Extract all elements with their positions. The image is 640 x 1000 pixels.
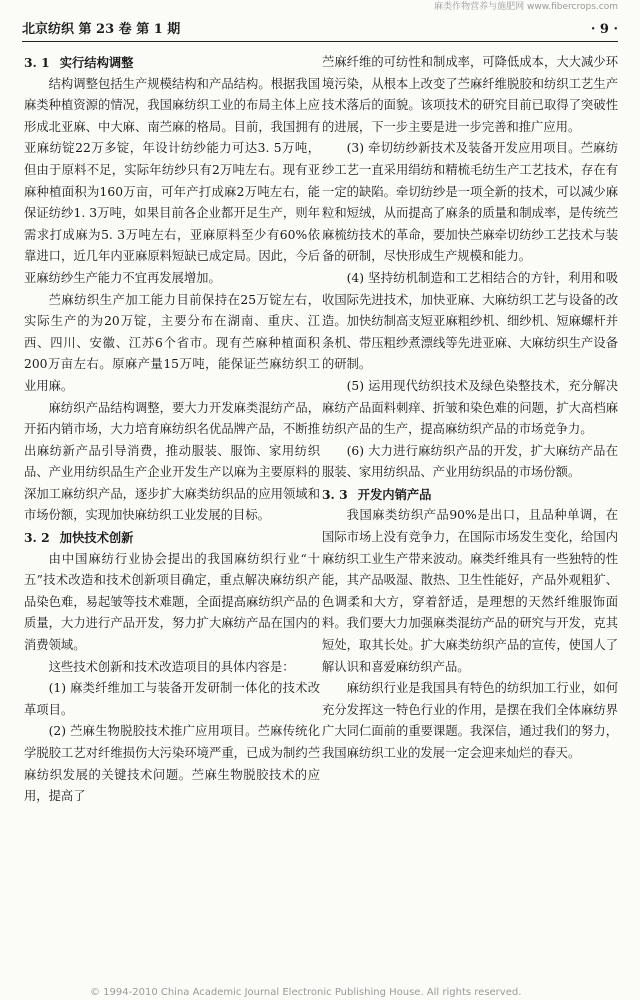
section-number: 3. 1 xyxy=(24,55,50,70)
right-column xyxy=(322,52,618,990)
paragraph: 由中国麻纺行业协会提出的我国麻纺织行业“十五”技术改造和技术创新项目确定，重点解决麻纺织产品染色难，易起皱等技术难题，全面提高麻纺织产品的质量，大力进行产品开发，努力扩大麻纺产品在国内的消费领域。 xyxy=(24,551,320,653)
paragraph: (4) 坚持纺机制造和工艺相结合的方针，利用和吸收国际先进技术，加快亚麻、大麻纺织工艺与设备的改造。加快纺制高支短亚麻粗纱机、细纱机、短麻螺杆并条机、带压粗纱煮漂线等先进亚麻、大麻纺织生产设备的研制。 xyxy=(322,270,618,372)
paragraph: 麻纺织产品结构调整，要大力开发麻类混纺产品，开拓内销市场，大力培育麻纺织名优品牌产品，不断推出麻纺新产品引导消费，推动服装、服饰、家用纺织品、产业用纺织品生产企业开发生产以麻为主要原料的深加工麻纺织产品，逐步扩大麻类纺织品的应用领域和市场份额，实现加快麻纺织工业发展的目标。 xyxy=(24,400,320,523)
paragraph: (3) 牵切纺纱新技术及装备开发应用项目。苎麻纺纱工艺一直采用绢纺和精梳毛纺生产工艺技术，存在有一定的缺陷。牵切纺纱是一项全新的技术，可以减少麻粒和短绒，从而提高了麻条的质量和制成率，是传统苎麻梳纺技术的革命，要加快苎麻牵切纺纱工艺技术与装备的研制，尽快形成生产规模和能力。 xyxy=(322,141,618,264)
section-title: 实行结构调整 xyxy=(59,55,134,70)
paragraph: (6) 大力进行麻纺织产品的开发，扩大麻纺产品在服装、家用纺织品、产业用纺织品的市场份额。 xyxy=(322,443,618,480)
section-heading xyxy=(24,52,320,74)
paragraph: (1) 麻类纤维加工与装备开发研制一体化的技术改革项目。 xyxy=(24,681,320,717)
section-heading xyxy=(24,527,320,549)
running-header xyxy=(22,2,618,42)
section-number: 3. 3 xyxy=(322,486,348,502)
paragraph: (5) 运用现代纺织技术及绿色染整技术，充分解决麻纺产品面料刺痒、折皱和染色难的问题，扩大高档麻纺织产品的生产，提高麻纺织产品的市场竞争力。 xyxy=(322,378,618,437)
section-number: 3. 2 xyxy=(24,530,50,546)
page-number: · 9 · xyxy=(590,22,618,37)
paragraph: 苎麻纺织生产加工能力目前保持在25万锭左右，实际生产的为20万锭，主要分布在湖南、重庆、江西、四川、安徽、江苏6个省市。现有苎麻种植面积200万亩左右。原麻产量15万吨，能保证苎麻纺织工业用麻。 xyxy=(24,292,320,393)
paragraph: 这些技术创新和技术改造项目的具体内容是： xyxy=(48,659,295,674)
paragraph: 苎麻纤维的可纺性和制成率，可降低成本，大大减少环境污染，从根本上改变了苎麻纤维脱胶和纺织工艺生产技术落后的面貌。该项技术的研究目前已取得了突破性的进展，下一步主要是进一步完善和推广应用。 xyxy=(322,55,618,134)
copyright-footer: © 1994-2010 China Academic Journal Electronic Publishing House. All rights reserved. xyxy=(90,987,522,998)
paragraph: 麻纺织行业是我国具有特色的纺织加工行业，如何充分发挥这一特色行业的作用，是摆在我们全体麻纺界广大同仁面前的重要课题。我深信，通过我们的努力，我国麻纺织工业的发展一定会迎来灿烂的春天。 xyxy=(322,681,618,760)
paragraph: (2) 苎麻生物脱胶技术推广应用项目。苎麻传统化学脱胶工艺对纤维损伤大污染环境严重，已成为制约苎麻纺织发展的关键技术问题。苎麻生物脱胶技术的应用，提高了 xyxy=(24,724,320,804)
paragraph: 结构调整包括生产规模结构和产品结构。根据我国麻类种植资源的情况，我国麻纺织工业的布局主体上应形成北亚麻、中大麻、南苎麻的格局。目前，我国拥有亚麻纺锭22万多锭，年设计纺纱能力可达3. 5万吨，但由于原料不足，实际年纺纱只有2万吨左右。现有亚麻种植面积为160万亩，可年产打成麻2万吨左右，能保证纺纱1. 3万吨，如果目前各企业都开足生产，则年需求打成麻为5. 3万吨左右，亚麻原料至少有60%依靠进口，近几年内亚麻原料短缺已成定局。因此，今后亚麻纺纱生产能力不宜再发展增加。 xyxy=(24,76,320,285)
corner-watermark: 麻类作物营养与施肥网 www.fibercrops.com xyxy=(434,2,618,12)
section-title: 加快技术创新 xyxy=(59,530,134,546)
journal-info: 北京纺织 第 23 卷 第 1 期 xyxy=(22,22,181,37)
section-title: 开发内销产品 xyxy=(357,486,432,502)
section-heading xyxy=(322,484,618,506)
paragraph: 我国麻类纺织产品90%是出口，且品种单调，在国际市场上没有竞争力，在国际市场发生变化，给国内麻纺织工业生产带来波动。麻类纤维具有一些独特的性能，其产品吸湿、散热、卫生性能好，产品外观粗犷、色调柔和大方，穿着舒适，是理想的天然纤维服饰面料。我们要大力加强麻类混纺产品的研究与开发，克其短处，取其长处。扩大麻类纺织产品的宣传，使国人了解认识和喜爱麻纺织产品。 xyxy=(322,508,618,674)
left-column xyxy=(24,52,320,990)
